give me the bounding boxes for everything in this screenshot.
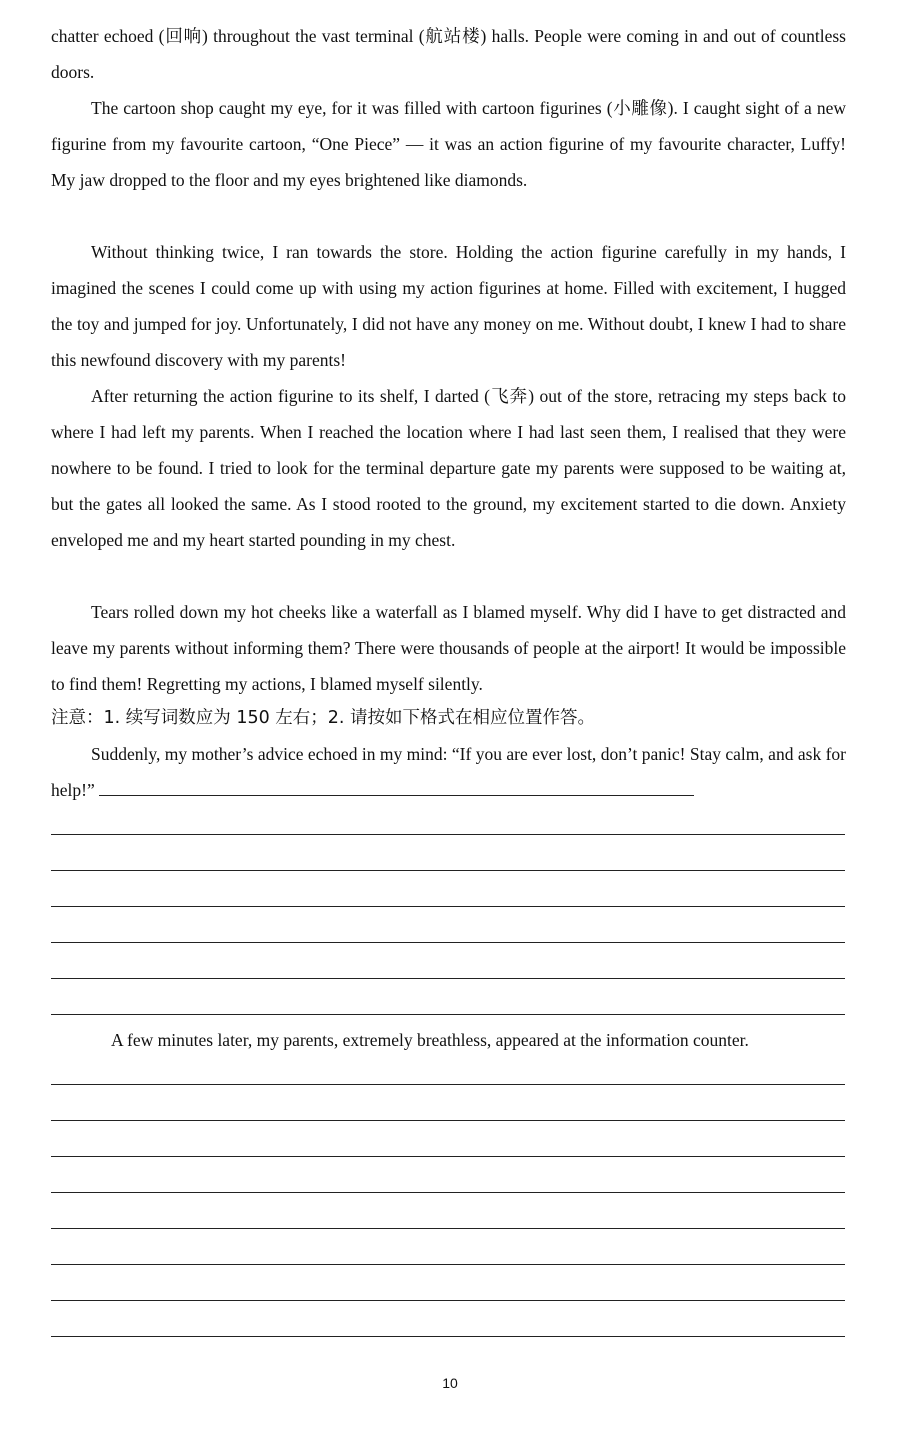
page-number: 10	[442, 1375, 458, 1391]
answer-line[interactable]	[51, 906, 845, 907]
answer-line[interactable]	[51, 1014, 845, 1015]
answer-line[interactable]	[51, 870, 845, 871]
continuation-prompt-2: A few minutes later, my parents, extremely breathless, appeared at the information counter.	[111, 1030, 749, 1050]
answer-line[interactable]	[51, 1084, 845, 1085]
answer-line[interactable]	[51, 1264, 845, 1265]
answer-line[interactable]	[51, 1228, 845, 1229]
answer-line[interactable]	[51, 1336, 845, 1337]
paragraph-2: The cartoon shop caught my eye, for it was filled with cartoon figurines (小雕像). I caught sight of a new figurine from my favourite cartoon, “One Piece” — it was an action figurine of my favourite character, Luffy! My jaw dropped to the floor and my eyes brightened like diamonds.	[51, 98, 846, 190]
answer-line[interactable]	[51, 1192, 845, 1193]
answer-line-inline[interactable]	[99, 777, 694, 796]
answer-line[interactable]	[51, 1300, 845, 1301]
paragraph-4: After returning the action figurine to its shelf, I darted (飞奔) out of the store, retracing my steps back to where I had left my parents. When I reached the location where I had last seen them, I realised that they were nowhere to be found. I tried to look for the terminal departure gate my parents were supposed to be waiting at, but the gates all looked the same. As I stood rooted to the ground, my excitement started to die down. Anxiety enveloped me and my heart started pounding in my chest.	[51, 386, 846, 550]
writing-instructions: 注意：1. 续写词数应为 150 左右；2. 请按如下格式在相应位置作答。	[51, 708, 596, 728]
answer-line[interactable]	[51, 978, 845, 979]
paragraph-5: Tears rolled down my hot cheeks like a waterfall as I blamed myself. Why did I have to get distracted and leave my parents without informing them? There were thousands of people at the airport! It would be impossible to find them! Regretting my actions, I blamed myself silently.	[51, 602, 846, 694]
answer-line[interactable]	[51, 942, 845, 943]
continuation-prompt-1	[51, 736, 846, 808]
answer-line[interactable]	[51, 1120, 845, 1121]
prompt-1-text: Suddenly, my mother’s advice echoed in my mind: “If you are ever lost, don’t panic! Stay calm, and ask for help!”	[51, 744, 846, 800]
answer-line[interactable]	[51, 1156, 845, 1157]
paragraph-1: chatter echoed (回响) throughout the vast terminal (航站楼) halls. People were coming in and out of countless doors.	[51, 26, 846, 82]
paragraph-3: Without thinking twice, I ran towards the store. Holding the action figurine carefully in my hands, I imagined the scenes I could come up with using my action figurines at home. Filled with excitement, I hugged the toy and jumped for joy. Unfortunately, I did not have any money on me. Without doubt, I knew I had to share this newfound discovery with my parents!	[51, 242, 846, 370]
answer-line[interactable]	[51, 834, 845, 835]
